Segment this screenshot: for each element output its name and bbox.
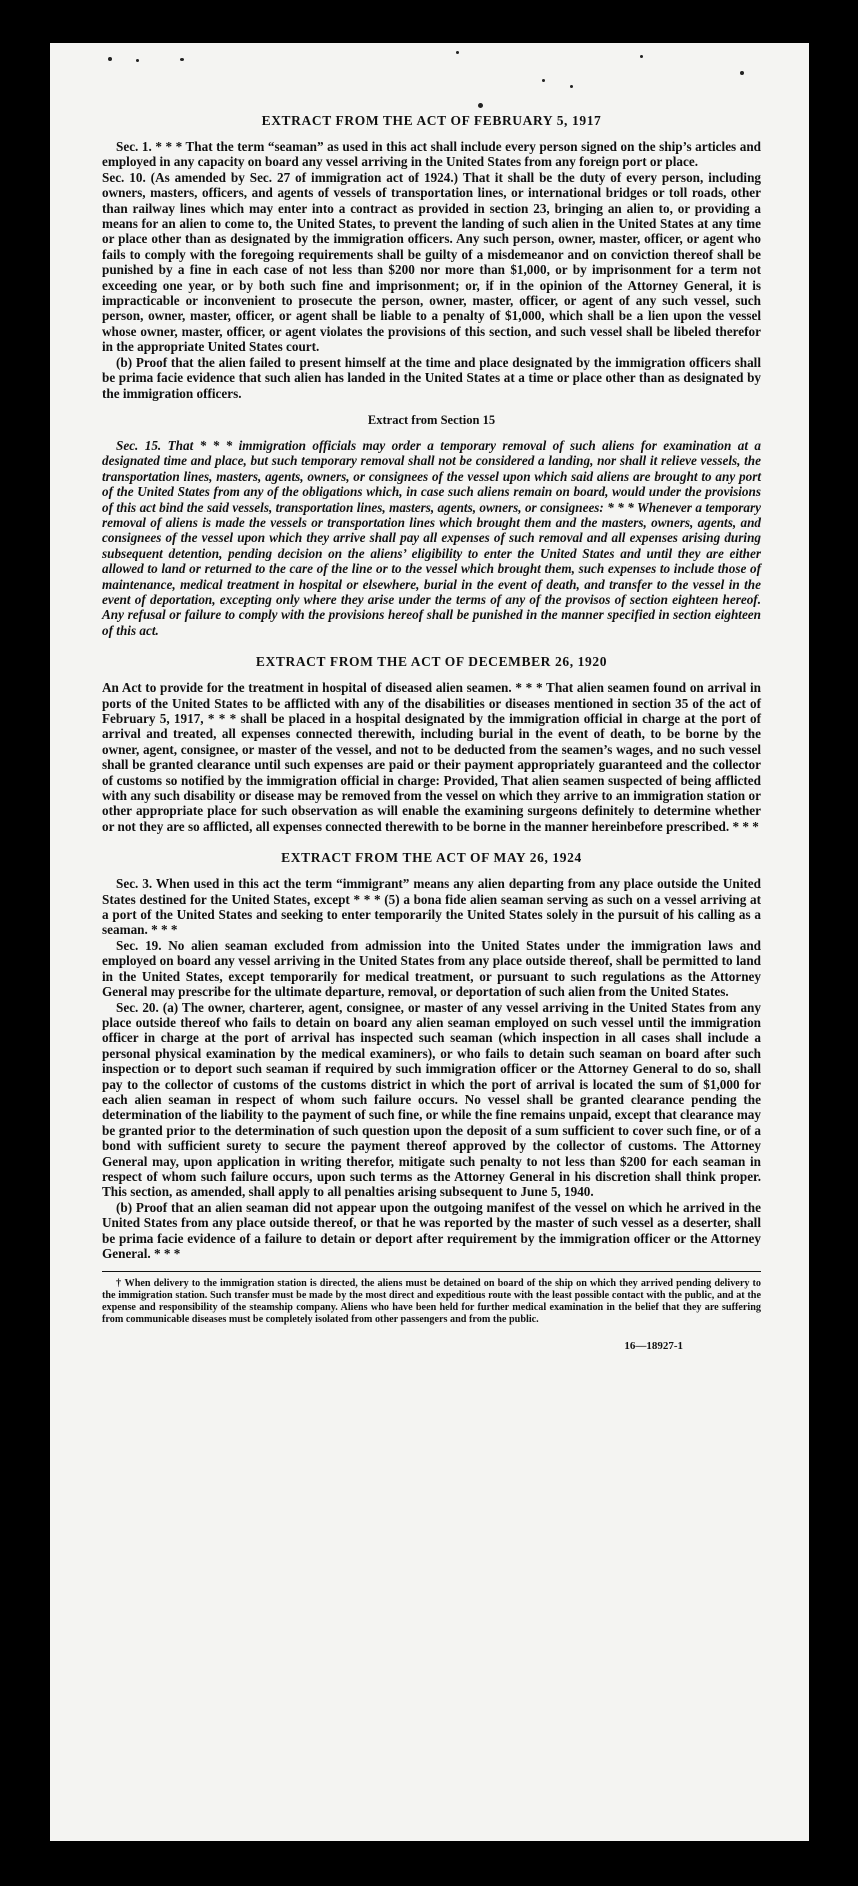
section-heading: EXTRACT FROM THE ACT OF DECEMBER 26, 1920: [255, 654, 608, 670]
section-paragraph: Sec. 19. No alien seaman excluded from admission into the United States under the immigration laws and employed on board any vessel arriving in the United States from any place outside thereof, shall be permitted to land in the United States, except temporarily for medical treatment, or pursuant to such regulations as the Attorney General may prescribe for the ultimate departure, removal, or deportation of such alien from the United States.: [102, 937, 761, 1000]
section-paragraph: (b) Proof that the alien failed to present himself at the time and place designated by the immigration officers shall be prima facie evidence that such alien has landed in the United States at a time or place other than as designated by the immigration officers.: [102, 354, 761, 401]
document-page: [50, 43, 809, 1841]
section-paragraph: (b) Proof that an alien seaman did not appear upon the outgoing manifest of the vessel on which he arrived in the United States from any place outside thereof, or that he was reported by the master of such vessel as a deserter, shall be prima facie evidence of a failure to detain or deport after requirement by the immigration officer or the Attorney General. * * *: [102, 1199, 761, 1261]
footnote: † When delivery to the immigration station is directed, the aliens must be detained on board of the ship on which they arrived pending delivery to the immigration station. Such transfer must be made by the most direct and expeditious route with the least possible contact with the public, and at the expense and responsibility of the steamship company. Aliens who have been held for further medical examination in the belief that they are suffering from communicable diseases must be completely isolated from other passengers and from the public.: [102, 1278, 761, 1326]
section-paragraph: Sec. 15. That * * * immigration officials may order a temporary removal of such aliens for examination at a designated time and place, but such temporary removal shall not be considered a landing, nor shall it relieve vessels, the transportation lines, masters, agents, owners, or consignees of the vessel upon which said aliens are brought to any port of the United States from any of the obligations which, in case such aliens remain on board, would under the provisions of this act bind the said vessels, transportation lines, masters, agents, owners, or consignees: * * * Whenever a temporary removal of aliens is made the vessels or transportation lines which brought them and the masters, owners, agents, and consignees of the vessel upon which they arrive shall pay all expenses of such removal and all expenses arising during subsequent detention, pending decision on the aliens’ eligibility to enter the United States and until they are either allowed to land or returned to the care of the line or to the vessel which brought them, such expenses to include those of maintenance, medical treatment in hospital or elsewhere, burial in the event of death, and transfer to the vessel in the event of deportation, excepting only where they arise under the terms of any of the provisos of section eighteen hereof. Any refusal or failure to comply with the provisions hereof shall be punished in the manner specified in section eighteen of this act.: [102, 437, 761, 638]
section-paragraph: Sec. 3. When used in this act the term “immigrant” means any alien departing from any place outside the United States destined for the United States, except * * * (5) a bona fide alien seaman serving as such on a vessel arriving at a port of the United States and seeking to enter temporarily the United States solely in the pursuit of his calling as a seaman. * * *: [102, 876, 761, 938]
footnote-divider: [102, 1271, 761, 1272]
scan-specks: [50, 43, 809, 163]
section-heading: EXTRACT FROM THE ACT OF FEBRUARY 5, 1917: [261, 113, 602, 128]
section-paragraph: Sec. 10. (As amended by Sec. 27 of immigration act of 1924.) That it shall be the duty of every person, including owners, masters, officers, and agents of vessels of transportation lines, or international bridges or toll roads, other than railway lines which may enter into a contract as provided in section 23, bringing an alien to, or providing a means for an alien to come to, the United States, to prevent the landing of such alien in the United States at any time or place other than as designated by the immigration officers. Any such person, owner, master, officer, or agent who fails to comply with the foregoing requirements shall be guilty of a misdemeanor and on conviction thereof shall be punished by a fine in each case of not less than $200 nor more than $1,000, or by imprisonment for a term not exceeding one year, or by both such fine and imprisonment; or, if in the opinion of the Attorney General, it is impracticable or inconvenient to prosecute the person, owner, master, officer, or agent of any such vessel, such person, owner, master, officer, or agent shall be liable to a penalty of $1,000, which shall be a lien upon the vessel whose owner, master, officer, or agent violates the provisions of this section, and such vessel shall be libeled therefor in the appropriate United States court.: [102, 169, 761, 355]
section-heading: EXTRACT FROM THE ACT OF MAY 26, 1924: [281, 850, 582, 866]
form-number: 16—18927-1: [624, 1340, 683, 1353]
section-paragraph: An Act to provide for the treatment in hospital of diseased alien seamen. * * * That alien seamen found on arrival in ports of the United States to be afflicted with any of the disabilities or diseases mentioned in section 35 of the act of February 5, 1917, * * * shall be placed in a hospital designated by the immigration official in charge at the port of arrival and treated, all expenses connected therewith, including burial in the event of death, to be borne by the owner, agent, consignee, or master of the vessel, and not to be deducted from the seamen’s wages, and no such vessel shall be granted clearance until such expenses are paid or their payment appropriately guaranteed and the collector of customs so notified by the immigration official in charge: Provided, That alien seamen suspected of being afflicted with any such disability or disease may be removed from the vessel on which they arrive to an immigration station or other appropriate place for such observation as will enable the examining surgeons definitely to determine whether or not they are so afflicted, all expenses connected therewith to be borne in the manner hereinbefore prescribed. * * *: [102, 680, 761, 834]
section-paragraph: Sec. 1. * * * That the term “seaman” as used in this act shall include every person signed on the ship’s articles and employed in any capacity on board any vessel arriving in the United States from any foreign port or place.: [102, 139, 761, 170]
section-paragraph: Sec. 20. (a) The owner, charterer, agent, consignee, or master of any vessel arriving in the United States from any place outside thereof who fails to detain on board any alien seaman employed on such vessel until the immigration officer in charge at the port of arrival has inspected such seaman (which inspection in all cases shall include a personal physical examination by the medical examiners), or who fails to detain such seaman on board after such inspection or to deport such seaman if required by such immigration officer or the Attorney General to do so, shall pay to the collector of customs of the customs district in which the port of arrival is located the sum of $1,000 for each alien seaman in respect of whom such failure occurs. No vessel shall be granted clearance pending the determination of the liability to the payment of such fine, or while the fine remains unpaid, except that clearance may be granted prior to the determination of such question upon the deposit of a sum sufficient to cover such fine, or of a bond with sufficient surety to secure the payment thereof approved by the collector of customs. The Attorney General may, upon application in writing therefor, mitigate such penalty to not less than $200 for each seaman in respect of whom such failure occurs, upon such terms as the Attorney General in his discretion shall think proper. This section, as amended, shall apply to all penalties arising subsequent to June 5, 1940.: [102, 999, 761, 1200]
section-subheading: Extract from Section 15: [367, 412, 496, 427]
